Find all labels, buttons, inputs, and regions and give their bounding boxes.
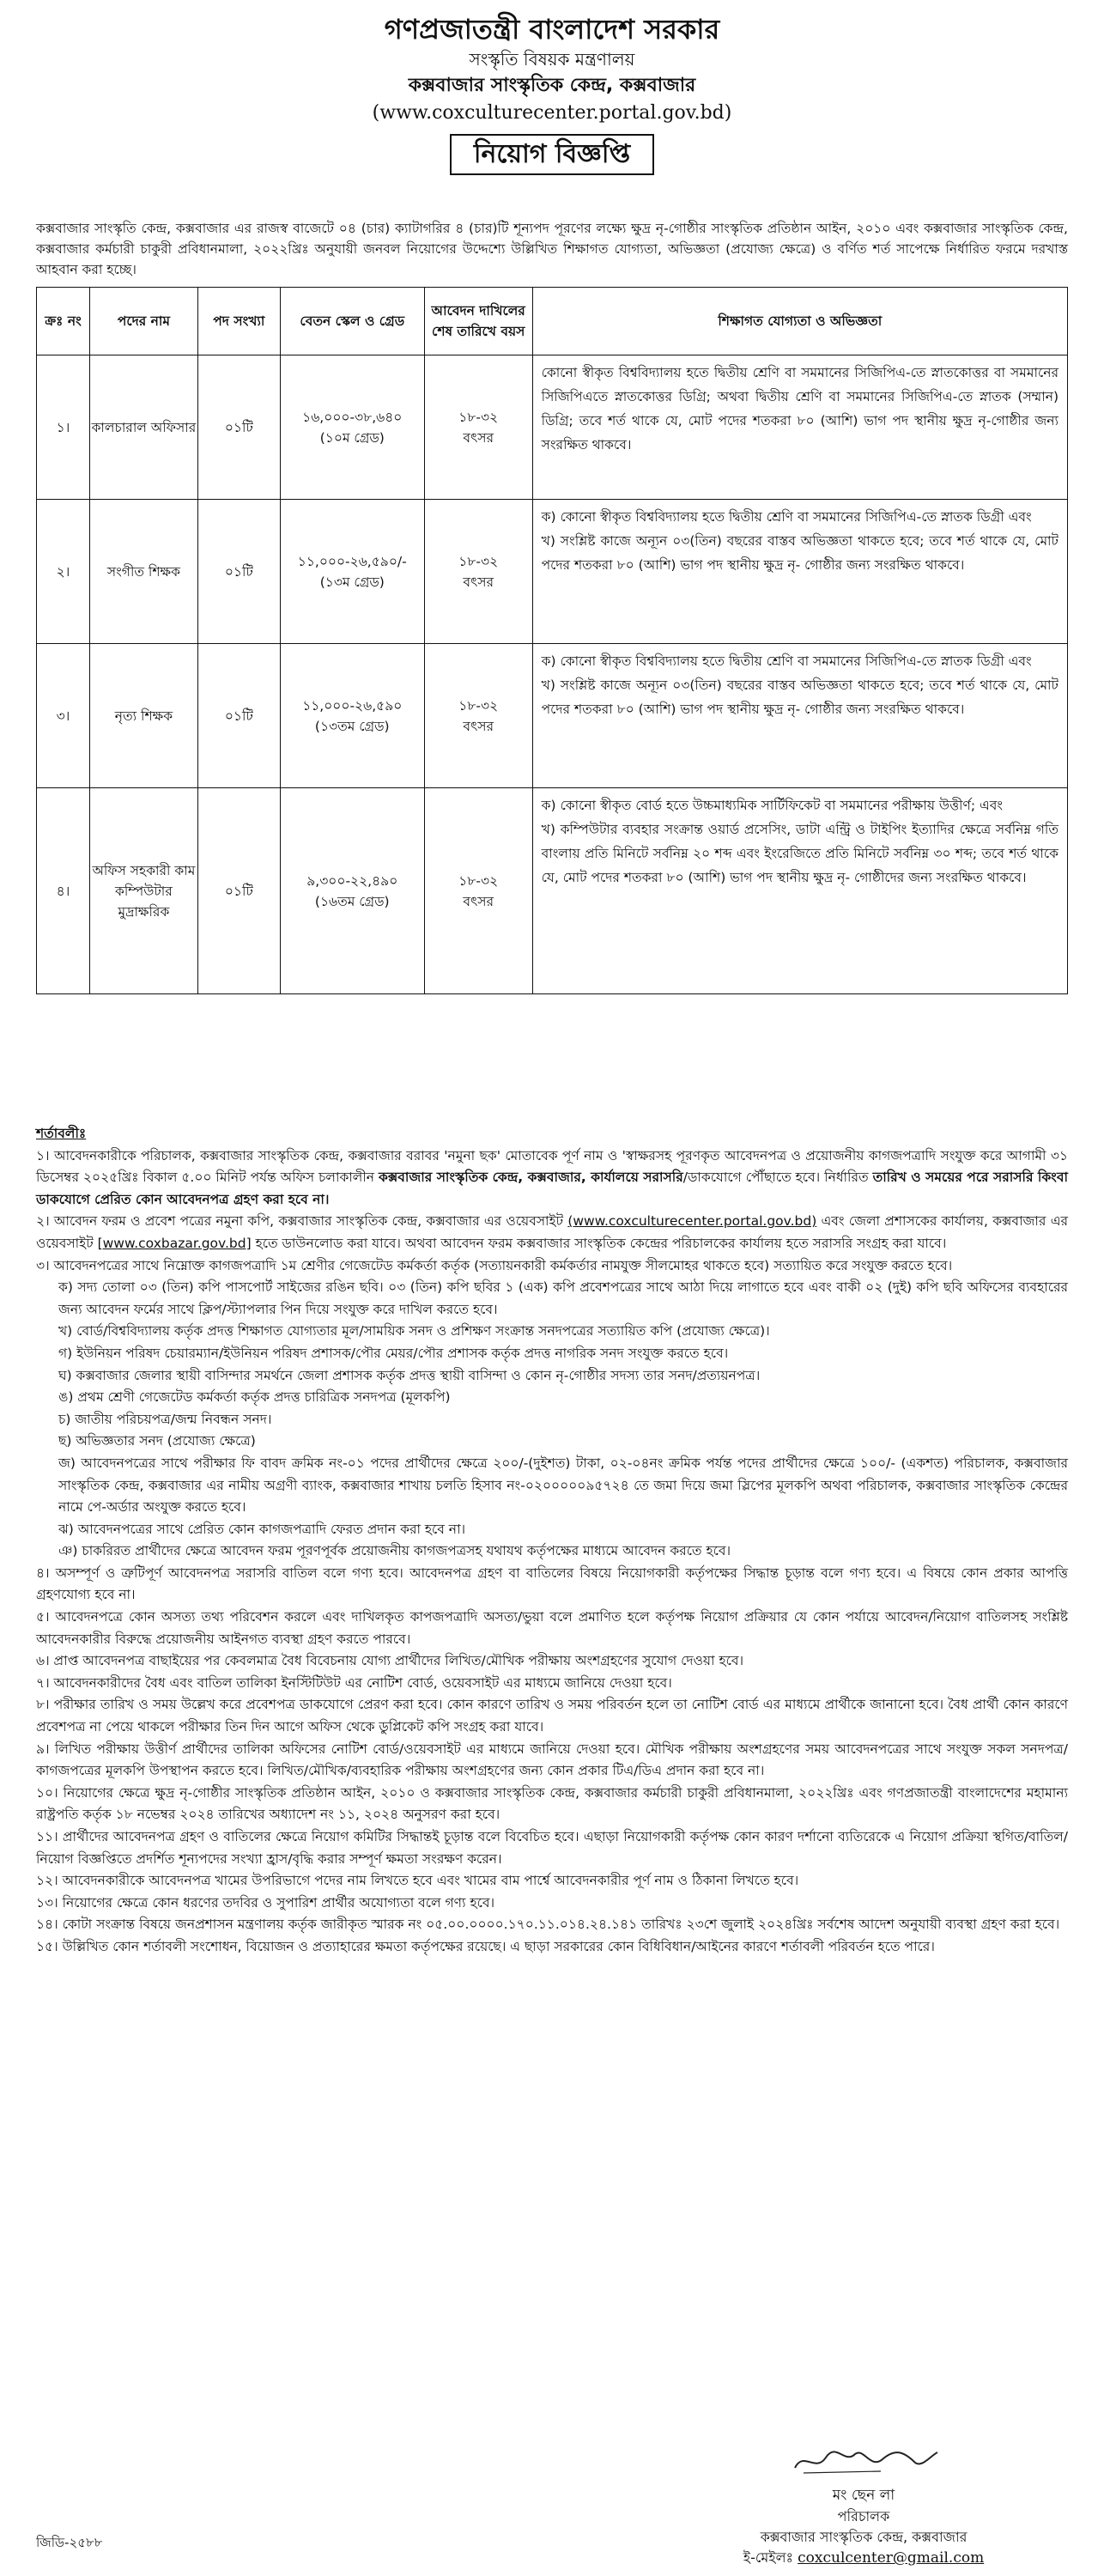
- table-header-row: [37, 288, 1068, 355]
- serial-cell: ৪।: [37, 788, 90, 994]
- post-cell: কালচারাল অফিসার: [89, 355, 197, 500]
- term-3-jha: ঝ) আবেদনপত্রের সাথে প্রেরিত কোন কাগজপত্রাদি ফেরত প্রদান করা হবে না।: [58, 1521, 466, 1537]
- post-cell: নৃত্য শিক্ষক: [89, 644, 197, 788]
- serial-cell: ৩।: [37, 644, 90, 788]
- terms-section: [36, 1123, 1068, 1959]
- term-3-ka: ক) সদ্য তোলা ০৩ (তিন) কপি পাসপোর্ট সাইজের রঙিন ছবি। ০৩ (তিন) কপি ছবির ১ (এক) কপি প্রবেশপত্রের সাথে আঠা দিয়ে লাগাতে হবে এবং বাকী ০২ (দুই) কপি ছবি অফিসের ব্যবহারের জন্য আবেদন ফর্মের সাথে ক্লিপ/স্ট্যাপলার পিন দিয়ে সংযুক্ত করে দাখিল করতে হবে।: [58, 1279, 1068, 1317]
- term-3-ga: গ) ইউনিয়ন পরিষদ চেয়ারম্যান/ইউনিয়ন পরিষদ প্রশাসক/পৌর মেয়র/পৌর প্রশাসক কর্তৃক প্রদত্ত নাগরিক সনদ সংযুক্ত করতে হবে।: [58, 1345, 729, 1361]
- term-2: [36, 1211, 1068, 1255]
- scale-value: ৯,৩০০-২২,৪৯০: [306, 872, 398, 889]
- term-3-ja: জ) আবেদনপত্রের সাথে পরীক্ষার ফি বাবদ ক্রমিক নং-০১ পদের প্রার্থীদের ক্ষেত্রে ২০০/-(দুইশত) টাকা, ০২-০৪নং ক্রমিক পর্যন্ত পদের প্রার্থীদের ক্ষেত্রে ১০০/- (একশত) পরিচালক, কক্সবাজার সাংস্কৃতিক কেন্দ্র, কক্সবাজার এর নামীয় অগ্রণী ব্যাংক, কক্সবাজার শাখায় চলতি হিসাব নং-০২০০০০০৯৫৭২৪ তে জমা দিয়ে জমা স্লিপের মূলকপি অথবা পরিচালক, কক্সবাজার সাংস্কৃতিক কেন্দ্রের নামে পে-অর্ডার অংযুক্ত করতে হবে।: [58, 1455, 1068, 1516]
- center-website-link[interactable]: (www.coxculturecenter.portal.gov.bd): [567, 1213, 817, 1230]
- term-7: ৭। আবেদনকারীদের বৈধ এবং বাতিল তালিকা ইনস্টিটিউট এর নোটিশ বোর্ড, ওয়েবসাইট এর মাধ্যমে জানিয়ে দেওয়া হবে।: [36, 1674, 672, 1691]
- header-count: পদ সংখ্যা: [197, 288, 280, 355]
- header-post: পদের নাম: [89, 288, 197, 355]
- count-cell: ০১টি: [197, 644, 280, 788]
- age-unit: বৎসর: [463, 718, 494, 734]
- scale-value: ১১,০০০-২৬,৫৯০/-: [297, 553, 407, 569]
- office-website[interactable]: (www.coxculturecenter.portal.gov.bd): [372, 102, 732, 124]
- signatory-email-line: [683, 2548, 1044, 2568]
- post-cell: সংগীত শিক্ষক: [89, 500, 197, 644]
- qualification-b: খ) সংশ্লিষ্ট কাজে অন্যূন ০৩(তিন) বছরের বাস্তব অভিজ্ঞতা থাকতে হবে; তবে শর্ত থাকে যে, মোট পদের শতকরা ৮০ (আশি) ভাগ পদ স্থানীয় ক্ষুদ্র নৃ- গোষ্ঠীর জন্য সংরক্ষিত থাকবে।: [541, 533, 1059, 573]
- intro-paragraph: কক্সবাজার সাংস্কৃতি কেন্দ্র, কক্সবাজার এর রাজস্ব বাজেটে ০৪ (চার) ক্যাটাগরির ৪ (চার)টি শূন্যপদ পূরণের লক্ষ্যে ক্ষুদ্র নৃ-গোষ্ঠীর সাংস্কৃতিক প্রতিষ্ঠান আইন, ২০১০ এবং কক্সবাজার সাংস্কৃতিক কেন্দ্র, কক্সবাজার কর্মচারী চাকুরী প্রবিধানমালা, ২০২২খ্রিঃ অনুযায়ী জনবল নিয়োগের উদ্দেশ্যে উল্লিখিত শিক্ষাগত যোগ্যতা, অভিজ্ঞতা (প্রযোজ্য ক্ষেত্রে) ও বর্ণিত শর্ত সাপেক্ষে নির্ধারিত ফরমে দরখাস্ত আহবান করা হচ্ছে।: [36, 221, 1068, 277]
- scale-cell: [280, 500, 424, 644]
- age-value: ১৮-৩২: [458, 553, 499, 569]
- term-3-kha: খ) বোর্ড/বিশ্ববিদ্যালয় কর্তৃক প্রদত্ত শিক্ষাগত যোগ্যতার মূল/সাময়িক সনদ ও প্রশিক্ষণ সংক্রান্ত সনদপত্রের সত্যায়িত কপি (প্রযোজ্য ক্ষেত্রে)।: [58, 1323, 770, 1340]
- handwritten-signature: [778, 2439, 949, 2482]
- age-value: ১৮-৩২: [458, 697, 499, 714]
- age-value: ১৮-৩২: [458, 409, 499, 425]
- count-cell: ০১টি: [197, 355, 280, 500]
- term-2-text-3: হতে ডাউনলোড করা যাবে। অথবা আবেদন ফরম কক্সবাজার সাংস্কৃতিক কেন্দ্রের পরিচালকের কার্যালয় হতে সরাসরি সংগ্রহ করা যাবে।: [251, 1235, 947, 1251]
- scale-cell: [280, 644, 424, 788]
- signatory-designation: পরিচালক: [837, 2508, 890, 2524]
- ministry-name: সংস্কৃতি বিষয়ক মন্ত্রণালয়: [469, 49, 635, 70]
- term-3-gha: ঘ) কক্সবাজার জেলার স্থায়ী বাসিন্দার সমর্থনে জেলা প্রশাসক কর্তৃক প্রদত্ত স্থায়ী বাসিন্দা ও কোন নৃ-গোষ্ঠীর সদস্য তার সনদ/প্রত্যয়নপত্র।: [58, 1367, 761, 1383]
- age-unit: বৎসর: [463, 574, 494, 590]
- email-link[interactable]: coxculcenter@gmail.com: [798, 2549, 985, 2567]
- qualification-b: খ) কম্পিউটার ব্যবহার সংক্রান্ত ওয়ার্ড প্রসেসিং, ডাটা এন্ট্রি ও টাইপিং ইত্যাদির ক্ষেত্রে সর্বনিম্ন গতি বাংলায় প্রতি মিনিটে সর্বনিম্ন ২০ শব্দ এবং ইংরেজিতে প্রতি মিনিটে সর্বনিম্ন ৩০ শব্দ; তবে শর্ত থাকে যে, মোট পদের শতকরা ৮০ (আশি) ভাগ পদ স্থানীয় ক্ষুদ্র নৃ- গোষ্ঠীদের জন্য সংরক্ষিত থাকবে।: [541, 822, 1059, 885]
- term-1-bold-deadline: তারিখ ও সময়ের পরে সরাসরি কিংবা ডাকযোগে প্রেরিত কোন আবেদনপত্র গ্রহণ করা হবে না।: [36, 1170, 1068, 1207]
- age-cell: [424, 355, 532, 500]
- header-age: আবেদন দাখিলের শেষ তারিখে বয়স: [424, 288, 532, 355]
- term-12: ১২। আবেদনকারীকে আবেদনপত্র খামের উপরিভাগে পদের নাম লিখতে হবে এবং খামের বাম পার্শ্বে আবেদনকারীর পূর্ণ নাম ও ঠিকানা লিখতে হবে।: [36, 1873, 799, 1889]
- qualification-cell: [532, 788, 1067, 994]
- government-name: গণপ্রজাতন্ত্রী বাংলাদেশ সরকার: [384, 13, 720, 46]
- term-3-uo: ঙ) প্রথম শ্রেণী গেজেটেড কর্মকর্তা কর্তৃক প্রদত্ত চারিত্রিক সনদপত্র (মূলকপি): [58, 1389, 451, 1406]
- signature-block: [683, 2439, 1044, 2568]
- age-cell: [424, 788, 532, 994]
- qualification-a: ক) কোনো স্বীকৃত বিশ্ববিদ্যালয় হতে দ্বিতীয় শ্রেণি বা সমমানের সিজিপিএ-তে স্নাতক ডিগ্রী এবং: [541, 653, 1032, 669]
- term-3-chha: ছ) অভিজ্ঞতার সনদ (প্রযোজ্য ক্ষেত্রে): [58, 1433, 256, 1449]
- age-cell: [424, 644, 532, 788]
- term-13: ১৩। নিয়োগের ক্ষেত্রে কোন ধরণের তদবির ও সুপারিশ প্রার্থীর অযোগ্যতা বলে গণ্য হবে।: [36, 1894, 494, 1911]
- signatory-office: কক্সবাজার সাংস্কৃতিক কেন্দ্র, কক্সবাজার: [760, 2529, 968, 2545]
- table-row: [37, 355, 1068, 500]
- scale-value: ১১,০০০-২৬,৫৯০: [302, 697, 403, 714]
- term-3-cha: চ) জাতীয় পরিচয়পত্র/জন্ম নিবন্ধন সনদ।: [58, 1411, 272, 1427]
- term-1: [36, 1145, 1068, 1212]
- term-9: ৯। লিখিত পরীক্ষায় উত্তীর্ণ প্রার্থীদের তালিকা অফিসের নোটিশ বোর্ড/ওয়েবসাইট এর মাধ্যমে জানিয়ে দেওয়া হবে। মৌখিক পরীক্ষায় অংশগ্রহণের সময় আবেদনপত্রের সাথে সংযুক্ত সকল সনদপত্র/কাগজপত্রের মূলকপি উপস্থাপন করতে হবে। লিখিত/মৌখিক/ব্যবহারিক পরীক্ষায় অংশগ্রহণের জন্য কোন প্রকার টিএ/ডিএ প্রদান করা হবে না।: [36, 1741, 1068, 1779]
- count-cell: ০১টি: [197, 788, 280, 994]
- notice-title: নিয়োগ বিজ্ঞপ্তি: [450, 134, 654, 175]
- term-1-text: ১। আবেদনকারীকে পরিচালক, কক্সবাজার সাংস্কৃতিক কেন্দ্র, কক্সবাজার বরাবর 'নমুনা ছক' মোতাবেক পূর্ণ নাম ও 'স্বাক্ষরসহ পূরণকৃত আবেদনপত্র ও প্রয়োজনীয় কাগজপত্রাদি সংযুক্ত করে আগামী ৩১ ডিসেম্বর ২০২৫খ্রিঃ বিকাল ৫.০০ মিনিট পর্যন্ত অফিস চলাকালীন: [36, 1147, 1068, 1186]
- count-cell: ০১টি: [197, 500, 280, 644]
- term-3-nia: ঞ) চাকরিরত প্রার্থীদের ক্ষেত্রে আবেদন ফরম পূরণপূর্বক প্রয়োজনীয় কাগজপত্রসহ যথাযথ কর্তৃপক্ষের মাধ্যমে আবেদন করতে হবে।: [58, 1543, 731, 1559]
- qualification-b: খ) সংশ্লিষ্ট কাজে অন্যূন ০৩(তিন) বছরের বাস্তব অভিজ্ঞতা থাকতে হবে; তবে শর্ত থাকে যে, মোট পদের শতকরা ৮০ (আশি) ভাগ পদ স্থানীয় ক্ষুদ্র নৃ- গোষ্ঠীর জন্য সংরক্ষিত থাকবে।: [541, 677, 1059, 717]
- vacancy-table: [36, 287, 1068, 994]
- terms-heading: শর্তাবলীঃ: [36, 1126, 87, 1141]
- age-value: ১৮-৩২: [458, 872, 499, 889]
- grade-value: (১৩তম গ্রেড): [314, 718, 390, 734]
- term-5: ৫। আবেদনপত্রে কোন অসত্য তথ্য পরিবেশন করলে এবং দাখিলকৃত কাপজপত্রাদি অসত্য/ভুয়া বলে প্রমাণিত হলে কর্তৃপক্ষ নিয়োগ প্রক্রিয়ার যে কোন পর্যায়ে আবেদন/নিয়োগ বাতিলসহ সংশ্লিষ্ট আবেদনকারীর বিরুদ্ধে প্রয়োজনীয় আইনগত ব্যবস্থা গ্রহণ করতে পারবে।: [36, 1609, 1068, 1647]
- term-11: ১১। প্রার্থীদের আবেদনপত্র গ্রহণ ও বাতিলের ক্ষেত্রে নিয়োগ কমিটির সিদ্ধান্তই চূড়ান্ত বলে বিবেচিত হবে। এছাড়া নিয়োগকারী কর্তৃপক্ষ কোন কারণ দর্শানো ব্যতিরেকে এ নিয়োগ প্রক্রিয়া স্থগিত/বাতিল/নিয়োগ বিজ্ঞপ্তিতে প্রদর্শিত শূন্যপদের সংখ্যা হ্রাস/বৃদ্ধি করার সম্পূর্ণ ক্ষমতা সংরক্ষণ করেন।: [36, 1829, 1068, 1867]
- header-serial: ক্রঃ নং: [37, 288, 90, 355]
- age-cell: [424, 500, 532, 644]
- qualification-cell: কোনো স্বীকৃত বিশ্ববিদ্যালয় হতে দ্বিতীয় শ্রেণি বা সমমানের সিজিপিএ-তে স্নাতকোত্তর বা সমমানের সিজিপিএতে স্নাতকোত্তর ডিগ্রি; অথবা দ্বিতীয় শ্রেণি বা সমমানের সিজিপিএ-তে স্নাতক (সম্মান) ডিগ্রি; তবে শর্ত থাকে যে, মোট পদের শতকরা ৮০ (আশি) ভাগ পদ স্থানীয় ক্ষুদ্র নৃ-গোষ্ঠীর জন্য সংরক্ষিত থাকবে।: [532, 355, 1067, 500]
- age-unit: বৎসর: [463, 429, 494, 446]
- grade-value: (১৬তম গ্রেড): [314, 893, 390, 909]
- qualification-cell: [532, 500, 1067, 644]
- term-4: ৪। অসম্পূর্ণ ও ত্রুটিপূর্ণ আবেদনপত্র সরাসরি বাতিল বলে গণ্য হবে। আবেদনপত্র গ্রহণ বা বাতিলের বিষয়ে নিয়োগকারী কর্তৃপক্ষের সিদ্ধান্ত চূড়ান্ত বলে গণ্য হবে। এ বিষয়ে কোন প্রকার আপত্তি গ্রহণযোগ্য হবে না।: [36, 1564, 1068, 1603]
- district-website-link[interactable]: [www.coxbazar.gov.bd]: [97, 1235, 252, 1251]
- email-label: ই-মেইলঃ: [743, 2549, 798, 2566]
- term-1-text-2: /ডাকযোগে পৌঁছাতে হবে। নির্ধারিত: [682, 1170, 873, 1186]
- header-scale: বেতন স্কেল ও গ্রেড: [280, 288, 424, 355]
- term-1-bold-office: কক্সবাজার সাংস্কৃতিক কেন্দ্র, কক্সবাজার, কার্যালয়ে সরাসরি: [379, 1170, 683, 1186]
- term-2-text: ২। আবেদন ফরম ও প্রবেশ পত্রের নমুনা কপি, কক্সবাজার সাংস্কৃতিক কেন্দ্র, কক্সবাজার এর ওয়েবসাইট: [36, 1213, 568, 1230]
- term-2-text-2: এবং জেলা প্রশাসকের কার্যালয়, কক্সবাজার এর ওয়েবসাইট: [36, 1213, 1069, 1251]
- term-10: ১০। নিয়োগের ক্ষেত্রে ক্ষুদ্র নৃ-গোষ্ঠীর সাংস্কৃতিক প্রতিষ্ঠান আইন, ২০১০ ও কক্সবাজার সাংস্কৃতিক কেন্দ্র, কক্সবাজার কর্মচারী চাকুরী প্রবিধানমালা, ২০২২খ্রিঃ এবং গণপ্রজাতন্ত্রী বাংলাদেশের মহামান্য রাষ্ট্রপতি কর্তৃক ১৮ নভেম্বর ২০২৪ তারিখের অধ্যাদেশ নং ১১, ২০২৪ অনুসরণ করা হবে।: [36, 1784, 1068, 1823]
- term-8: ৮। পরীক্ষার তারিখ ও সময় উল্লেখ করে প্রবেশপত্র ডাকযোগে প্রেরণ করা হবে। কোন কারণে তারিখ ও সময় পরিবর্তন হলে তা নোটিশ বোর্ড এর মাধ্যমে প্রার্থীকে জানানো হবে। বৈধ প্রার্থী কোন কারণে প্রবেশপত্র না পেয়ে থাকলে পরীক্ষার তিন দিন আগে অফিস থেকে ডুপ্লিকেট কপি সংগ্রহ করা যাবে।: [36, 1697, 1068, 1735]
- header: [0, 0, 1104, 175]
- serial-cell: ১।: [37, 355, 90, 500]
- grade-value: (১৩ম গ্রেড): [319, 574, 385, 590]
- header-qualification: শিক্ষাগত যোগ্যতা ও অভিজ্ঞতা: [532, 288, 1067, 355]
- term-14: ১৪। কোটা সংক্রান্ত বিষয়ে জনপ্রশাসন মন্ত্রণালয় কর্তৃক জারীকৃত স্মারক নং ০৫.০০.০০০০.১৭০.১১.০১৪.২৪.১৪১ তারিখঃ ২৩শে জুলাই ২০২৪খ্রিঃ সর্বশেষ আদেশ অনুযায়ী ব্যবস্থা গ্রহণ করা হবে।: [36, 1917, 1060, 1933]
- age-unit: বৎসর: [463, 893, 494, 909]
- grade-value: (১০ম গ্রেড): [319, 429, 385, 446]
- gd-code: জিডি-২৫৮৮: [36, 2535, 103, 2550]
- signatory-name: মং ছেন লা: [832, 2487, 895, 2504]
- term-6: ৬। প্রাপ্ত আবেদনপত্র বাছাইয়ের পর কেবলমাত্র বৈধ বিবেচনায় যোগ্য প্রার্থীদের লিখিত/মৌখিক পরীক্ষায় অংশগ্রহণের সুযোগ দেওয়া হবে।: [36, 1653, 744, 1669]
- qualification-a: ক) কোনো স্বীকৃত বোর্ড হতে উচ্চমাধ্যমিক সার্টিফিকেট বা সমমানের পরীক্ষায় উত্তীর্ণ; এবং: [541, 798, 1004, 813]
- term-15: ১৫। উল্লিখিত কোন শর্তাবলী সংশোধন, বিয়োজন ও প্রত্যাহারের ক্ষমতা কর্তৃপক্ষের রয়েছে। এ ছাড়া সরকারের কোন বিধিবিধান/আইনের কারণে শর্তাবলী পরিবর্তন হতে পারে।: [36, 1938, 935, 1954]
- qualification-cell: [532, 644, 1067, 788]
- table-row: [37, 788, 1068, 994]
- table-row: [37, 500, 1068, 644]
- post-cell: অফিস সহকারী কাম কম্পিউটার মুদ্রাক্ষরিক: [89, 788, 197, 994]
- term-3: ৩। আবেদনপত্রের সাথে নিম্নোক্ত কাগজপত্রাদি ১ম শ্রেণীর গেজেটেড কর্মকর্তা কর্তৃক (সত্যায়নকারী কর্মকর্তার নামযুক্ত সীলমোহর থাকতে হবে) সত্যায়িত করে সংযুক্ত করতে হবে।: [36, 1257, 953, 1273]
- scale-value: ১৬,০০০-৩৮,৬৪০: [302, 409, 403, 425]
- qualification-a: ক) কোনো স্বীকৃত বিশ্ববিদ্যালয় হতে দ্বিতীয় শ্রেণি বা সমমানের সিজিপিএ-তে স্নাতক ডিগ্রী এবং: [541, 509, 1032, 525]
- office-name: কক্সবাজার সাংস্কৃতিক কেন্দ্র, কক্সবাজার: [408, 75, 696, 96]
- serial-cell: ২।: [37, 500, 90, 644]
- scale-cell: [280, 355, 424, 500]
- scale-cell: [280, 788, 424, 994]
- table-row: [37, 644, 1068, 788]
